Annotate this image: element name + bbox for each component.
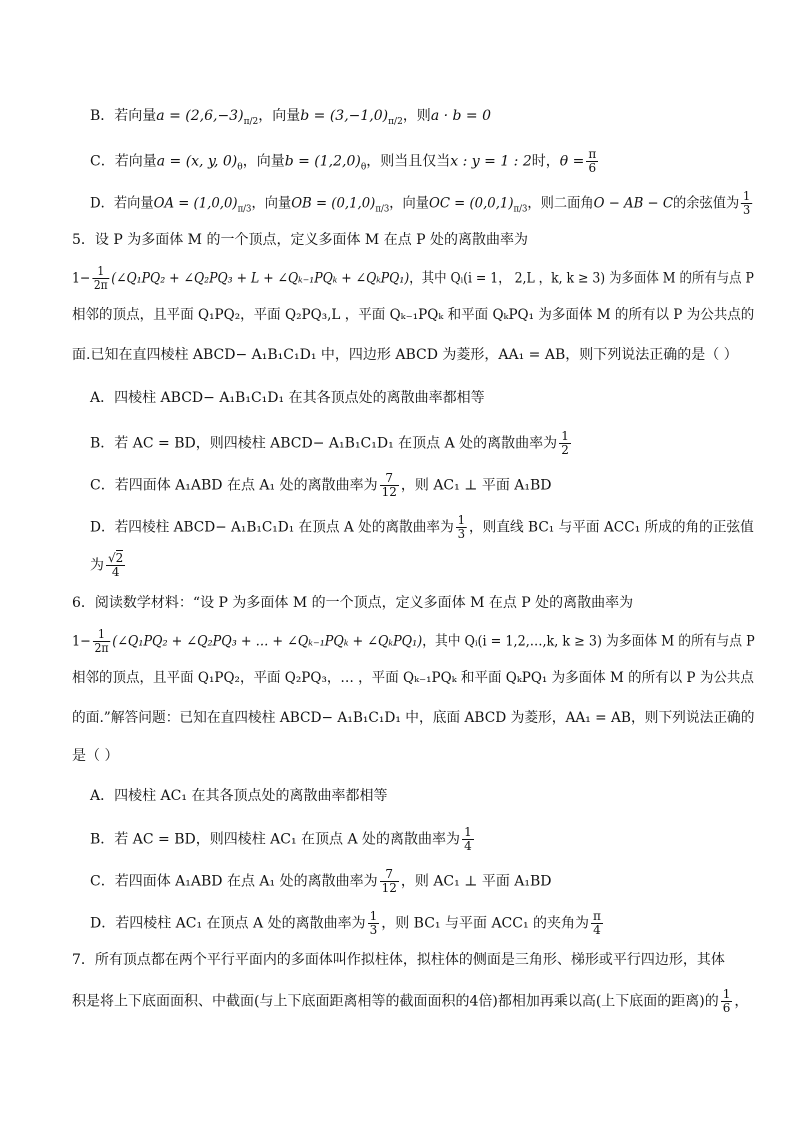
formula: (∠Q₁PQ₂ + ∠Q₂PQ₃ + … + ∠Qₖ₋₁PQₖ + ∠QₖPQ₁) — [112, 633, 423, 650]
q5-stem-line4: 面.已知在直四棱柱 ABCD− A₁B₁C₁D₁ 中，四边形 ABCD 为菱形，AA₁ = AB，则下列说法正确的是（ ） — [72, 347, 738, 363]
q6-stem-line5: 是（ ） — [72, 748, 119, 764]
q4-option-c — [90, 148, 600, 177]
text: D．若四棱柱 ABCD− A₁B₁C₁D₁ 在顶点 A 处的离散曲率为 — [90, 519, 454, 536]
q6-stem-line3: 相邻的顶点，且平面 Q₁PQ₂，平面 Q₂PQ₃，… ，平面 Qₖ₋₁PQₖ 和平面 QₖPQ₁ 为多面体 M 的所有以 P 为公共点 — [72, 670, 754, 686]
q5-option-d-line2 — [90, 552, 127, 579]
numerator — [106, 552, 125, 566]
fraction — [368, 910, 380, 937]
text: C．若四面体 A₁ABD 在点 A₁ 处的离散曲率为 — [90, 873, 378, 890]
numerator: 1 — [93, 628, 111, 642]
fraction — [456, 514, 467, 541]
dihedral-angle: O − AB − C — [593, 195, 673, 212]
denominator: 2π — [94, 641, 109, 655]
theta: θ = — [559, 153, 585, 170]
fraction — [380, 472, 399, 499]
denominator: 12 — [381, 485, 397, 499]
denominator: 4 — [464, 839, 472, 853]
text: ，则 AC₁ ⊥ 平面 A₁BD — [400, 873, 552, 890]
denominator: 6 — [722, 1001, 731, 1015]
numerator: 1 — [92, 265, 109, 279]
text: B．若向量 — [90, 108, 157, 124]
text: ，向量 — [242, 153, 285, 170]
numerator: 1 — [722, 987, 731, 1001]
vector-a: a = (x, y, 0) — [156, 153, 238, 170]
fraction — [462, 826, 474, 853]
fraction — [380, 868, 399, 895]
text: C．若四面体 A₁ABD 在点 A₁ 处的离散曲率为 — [90, 477, 378, 494]
formula: (∠Q₁PQ₂ + ∠Q₂PQ₃ + L + ∠Qₖ₋₁PQₖ + ∠QₖPQ₁) — [111, 270, 410, 287]
text: 的余弦值为 — [672, 195, 740, 212]
q6-stem-line1: 6．阅读数学材料：“设 P 为多面体 M 的一个顶点，定义多面体 M 在点 P 处的离散曲率为 — [72, 595, 634, 611]
numerator: 1 — [742, 189, 751, 203]
numerator: 7 — [380, 472, 399, 486]
subscript: π/3 — [237, 204, 252, 215]
q4-option-d — [90, 190, 754, 219]
subscript: π/2 — [388, 116, 403, 127]
text: D．若四棱柱 AC₁ 在顶点 A 处的离散曲率为 — [90, 915, 366, 932]
text: ， — [734, 993, 749, 1010]
vector-oc: OC = (0,0,1) — [428, 195, 514, 212]
fraction — [591, 910, 603, 937]
text: ，则直线 BC₁ 与平面 ACC₁ 所成的角的正弦值 — [469, 519, 754, 536]
text: D．若向量 — [90, 195, 154, 212]
numerator: 7 — [380, 868, 399, 882]
numerator: 1 — [464, 825, 472, 839]
text: 积是将上下底面面积、中截面(与上下底面距离相等的截面面积的4倍)都相加再乘以高(上下底面的距离)的 — [72, 993, 719, 1010]
radicand: 2 — [115, 551, 124, 565]
q5-option-c — [90, 472, 552, 499]
fraction — [559, 430, 571, 457]
q5-option-a: A．四棱柱 ABCD− A₁B₁C₁D₁ 在其各顶点处的离散曲率都相等 — [90, 390, 485, 406]
numerator: π — [588, 147, 597, 161]
text: ，其中 Qᵢ(i = 1， 2,L ，k, k ≥ 3) 为多面体 M 的所有与点 P — [409, 270, 754, 287]
text: ，向量 — [251, 195, 292, 212]
q5-stem-line2 — [72, 265, 754, 292]
sqrt: √2 — [108, 551, 124, 565]
denominator: 6 — [588, 161, 597, 175]
text: ，向量 — [258, 108, 301, 124]
text: ，其中 Qᵢ(i = 1,2,…,k, k ≥ 3) 为多面体 M 的所有与点 P — [422, 633, 755, 650]
text: B．若 AC = BD，则四棱柱 AC₁ 在顶点 A 处的离散曲率为 — [90, 831, 461, 848]
denominator: 4 — [111, 565, 120, 579]
ratio: x : y = 1 : 2 — [450, 153, 532, 170]
subscript: θ — [237, 162, 243, 173]
q6-stem-line2 — [72, 628, 755, 655]
q5-stem-line1: 5．设 P 为多面体 M 的一个顶点，定义多面体 M 在点 P 处的离散曲率为 — [72, 232, 529, 248]
text: B．若 AC = BD，则四棱柱 ABCD− A₁B₁C₁D₁ 在顶点 A 处的离散曲率为 — [90, 435, 558, 452]
fraction — [93, 628, 111, 655]
fraction — [721, 988, 733, 1015]
subscript: π/3 — [375, 204, 390, 215]
subscript: θ — [360, 162, 367, 173]
q7-stem-line1: 7．所有顶点都在两个平行平面内的多面体叫作拟柱体，拟柱体的侧面是三角形、梯形或平行四边形，其体 — [72, 952, 725, 968]
vector-b: b = (3,−1,0) — [300, 108, 389, 124]
vector-a: a = (2,6,−3) — [156, 108, 244, 124]
text: ，则 — [402, 108, 431, 124]
numerator: 1 — [457, 513, 466, 527]
q5-stem-line3: 相邻的顶点，且平面 Q₁PQ₂，平面 Q₂PQ₃,L ，平面 Qₖ₋₁PQₖ 和平面 QₖPQ₁ 为多面体 M 的所有以 P 为公共点的 — [72, 307, 755, 323]
vector-oa: OA = (1,0,0) — [153, 195, 238, 212]
text: ，则二面角 — [527, 195, 594, 212]
numerator: 1 — [369, 909, 378, 923]
q5-option-d — [90, 514, 754, 541]
q5-option-b — [90, 430, 573, 457]
subscript: π/3 — [513, 204, 528, 215]
denominator: 12 — [381, 881, 397, 895]
q6-option-a: A．四棱柱 AC₁ 在其各顶点处的离散曲率都相等 — [90, 788, 388, 804]
vector-b: b = (1,2,0) — [284, 153, 361, 170]
numerator: π — [593, 909, 601, 923]
text: ，向量 — [389, 195, 429, 212]
text: 1− — [72, 633, 91, 650]
text: ，则 BC₁ 与平面 ACC₁ 的夹角为 — [381, 915, 590, 932]
numerator: 1 — [561, 429, 569, 443]
text: ，则 AC₁ ⊥ 平面 A₁BD — [400, 477, 552, 494]
denominator: 3 — [742, 203, 751, 217]
subscript: π/2 — [243, 116, 259, 127]
denominator: 4 — [593, 923, 601, 937]
q7-stem-line2 — [72, 988, 748, 1015]
q4-option-b — [90, 106, 491, 132]
denominator: 2 — [561, 443, 569, 457]
text: C．若向量 — [90, 153, 157, 170]
q6-option-d — [90, 910, 605, 937]
q6-option-c — [90, 868, 552, 895]
text: 为 — [90, 557, 104, 574]
fraction — [586, 148, 598, 175]
denominator: 3 — [457, 527, 466, 541]
text: ，则当且仅当 — [366, 153, 451, 170]
denominator: 2π — [93, 278, 108, 292]
fraction — [741, 190, 752, 217]
denominator: 3 — [369, 923, 378, 937]
fraction — [92, 265, 109, 292]
q6-option-b — [90, 826, 476, 853]
q6-stem-line4: 的面.”解答问题：已知在直四棱柱 ABCD− A₁B₁C₁D₁ 中，底面 ABCD 为菱形，AA₁ = AB，则下列说法正确的 — [72, 710, 755, 726]
conclusion: a · b = 0 — [430, 108, 492, 124]
vector-ob: OB = (0,1,0) — [291, 195, 376, 212]
text: 时， — [531, 153, 560, 170]
text: 1− — [72, 270, 91, 287]
fraction — [106, 552, 125, 579]
